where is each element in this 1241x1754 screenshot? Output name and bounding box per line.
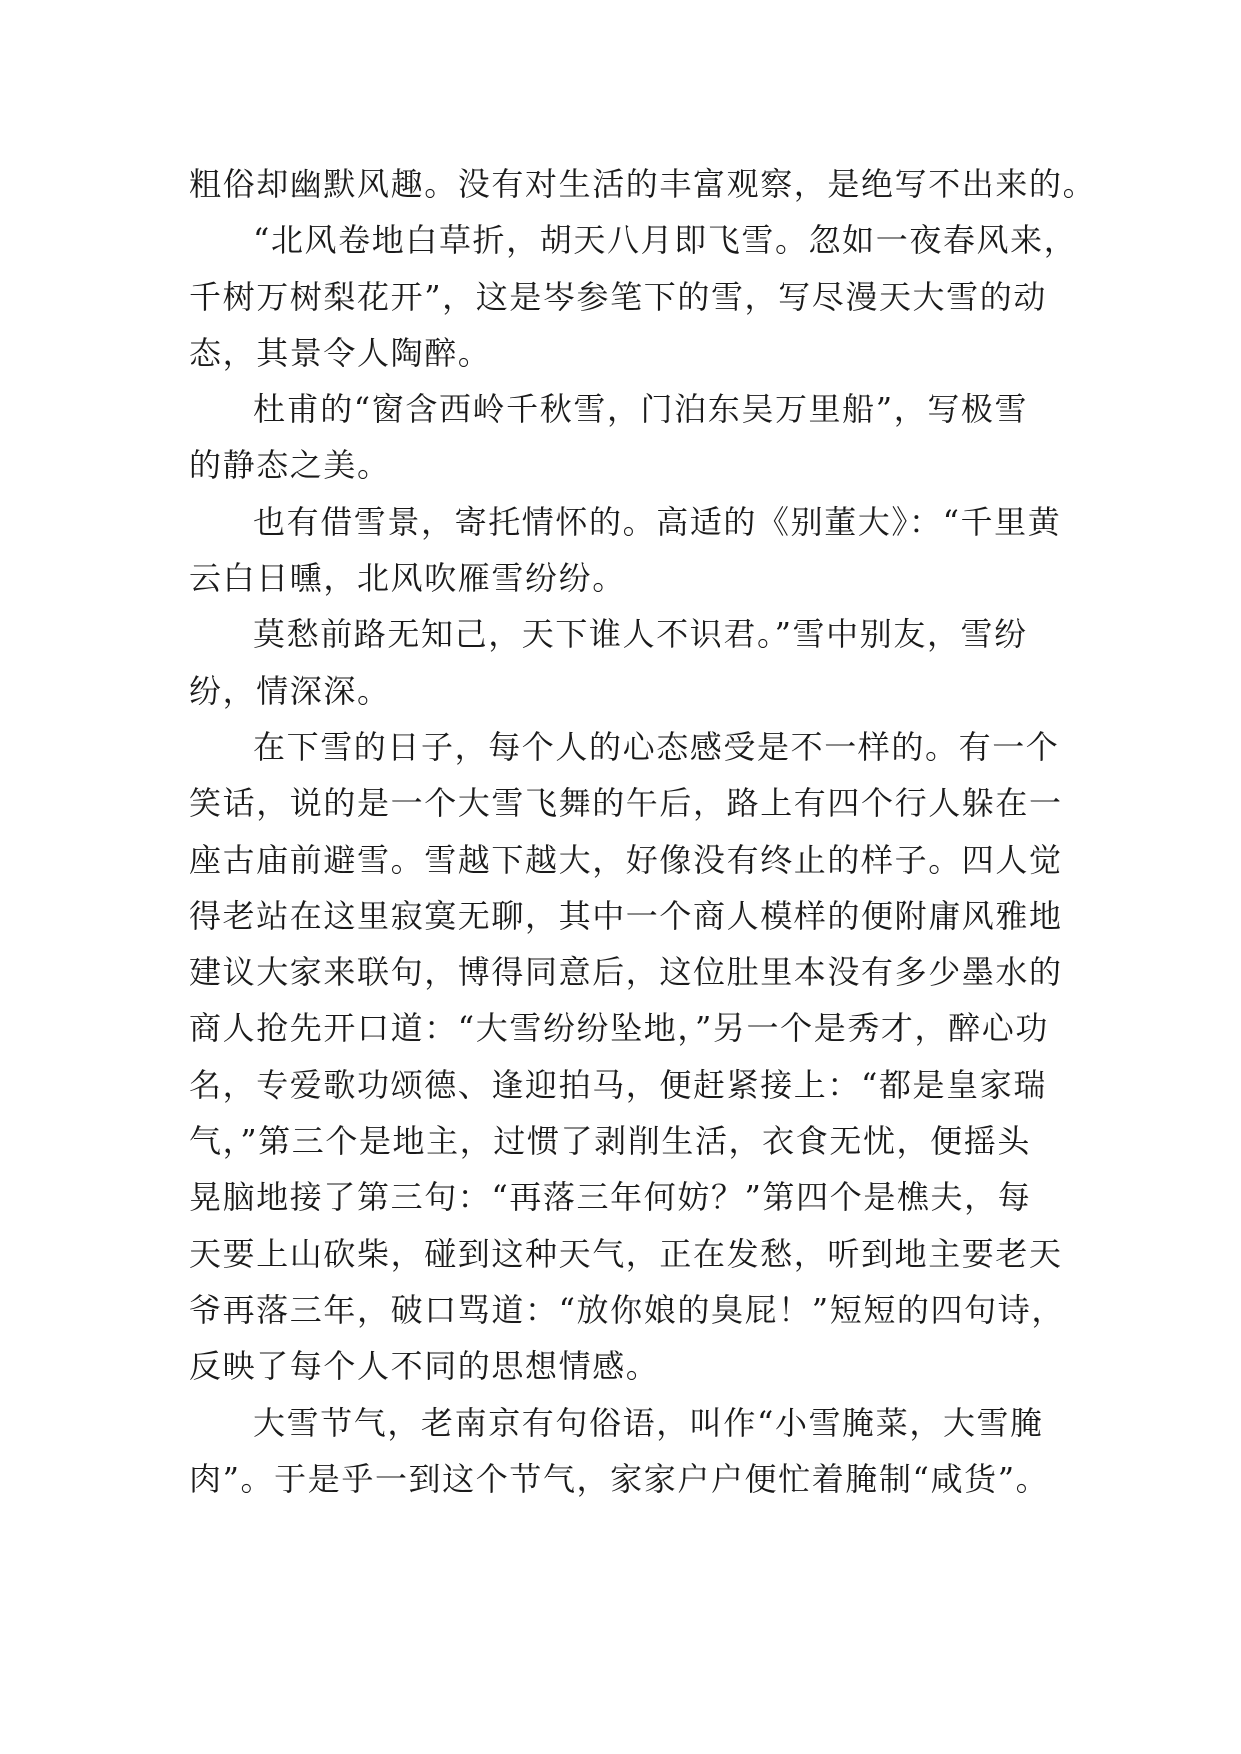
text-line: 名，专爱歌功颂德、逢迎拍马，便赶紧接上：“都是皇家瑞 — [189, 1065, 1047, 1104]
text-line: 在下雪的日子，每个人的心态感受是不一样的。有一个 — [253, 727, 1060, 766]
text-line: 晃脑地接了第三句：“再落三年何妨？”第四个是樵夫，每 — [189, 1178, 1032, 1217]
text-line: 建议大家来联句，博得同意后，这位肚里本没有多少墨水的 — [189, 953, 1063, 992]
document-body — [189, 156, 1097, 1507]
text-line: 莫愁前路无知己，天下谁人不识君。”雪中别友，雪纷 — [253, 615, 1028, 654]
text-line: 爷再落三年，破口骂道：“放你娘的臭屁！”短短的四句诗， — [189, 1290, 1065, 1329]
text-line: 态，其景令人陶醉。 — [189, 333, 492, 372]
text-line: 笑话，说的是一个大雪飞舞的午后，路上有四个行人躲在一 — [189, 784, 1063, 823]
text-line: 也有借雪景，寄托情怀的。高适的《别董大》：“千里黄 — [253, 502, 1062, 541]
text-line: 的静态之美。 — [189, 446, 391, 485]
text-line: 大雪节气，老南京有句俗语，叫作“小雪腌菜，大雪腌 — [253, 1403, 1044, 1442]
text-line: 商人抢先开口道：“大雪纷纷坠地，”另一个是秀才，醉心功 — [189, 1009, 1049, 1048]
text-line: 粗俗却幽默风趣。没有对生活的丰富观察，是绝写不出来的。 — [189, 165, 1097, 203]
text-line: 千树万树梨花开”，这是岑参笔下的雪，写尽漫天大雪的动 — [189, 277, 1047, 316]
text-line: 气，”第三个是地主，过惯了剥削生活，衣食无忧，便摇头 — [189, 1122, 1031, 1161]
text-line: “北风卷地白草折，胡天八月即飞雪。忽如一夜春风来， — [253, 221, 1078, 260]
text-line: 天要上山砍柴，碰到这种天气，正在发愁，听到地主要老天 — [189, 1234, 1063, 1273]
text-line: 反映了每个人不同的思想情感。 — [189, 1347, 660, 1386]
text-line: 纷，情深深。 — [189, 671, 391, 710]
text-line: 得老站在这里寂寞无聊，其中一个商人模样的便附庸风雅地 — [189, 896, 1063, 935]
text-line: 座古庙前避雪。雪越下越大，好像没有终止的样子。四人觉 — [189, 840, 1063, 879]
text-line: 肉”。于是乎一到这个节气，家家户户便忙着腌制“咸货”。 — [189, 1459, 1050, 1498]
text-line: 杜甫的“窗含西岭千秋雪，门泊东吴万里船”，写极雪 — [253, 390, 1029, 429]
text-line: 云白日曛，北风吹雁雪纷纷。 — [189, 559, 626, 598]
